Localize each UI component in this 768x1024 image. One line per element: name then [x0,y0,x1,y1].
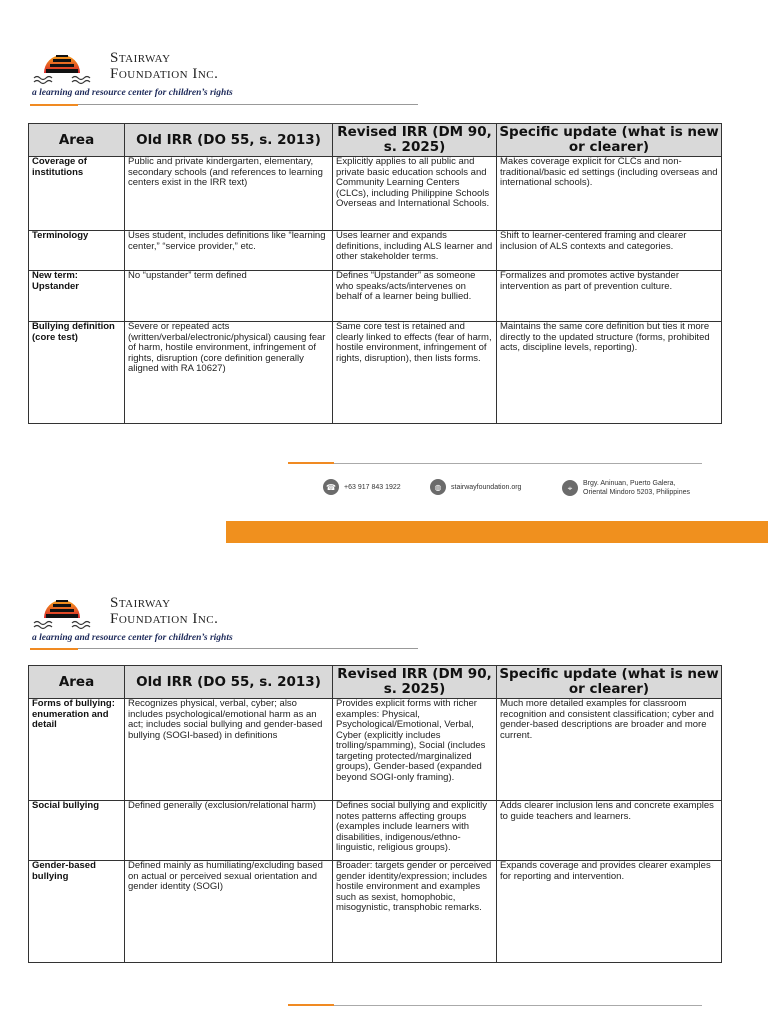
cell-old: Severe or repeated acts (written/verbal/electronic/physical) causing fear of harm, hostile environment, infringement of rights, disruption (core definition generally aligned with RA 10627) [125,322,333,424]
document-page-2 [0,545,768,1024]
website-text[interactable]: stairwayfoundation.org [451,483,522,491]
cell-revised: Defines social bullying and explicitly notes patterns affecting groups (examples include learners with disabilities, indigenous/ethno-linguistic, religious groups). [333,801,497,861]
table-row [29,801,722,861]
table-row [29,861,722,963]
cell-old: Uses student, includes definitions like “learning center,” “service provider,” etc. [125,231,333,271]
cell-old: Defined mainly as humiliating/excluding based on actual or perceived sexual orientation and gender identity (SOGI) [125,861,333,963]
cell-area: New term: Upstander [29,271,125,322]
cell-area: Terminology [29,231,125,271]
stairway-logo [30,44,250,99]
footer-rule [288,463,702,464]
irr-comparison-table-1 [28,123,722,424]
table-header-row [29,124,722,157]
header-specific-update: Specific update (what is new or clearer) [497,124,722,157]
cell-area: Gender-based bullying [29,861,125,963]
table-row [29,231,722,271]
cell-update: Adds clearer inclusion lens and concrete examples to guide teachers and learners. [497,801,722,861]
location-pin-icon: ⌖ [562,480,578,496]
org-name-line1: Stairway [110,595,171,611]
cell-revised: Same core test is retained and clearly linked to effects (fear of harm, hostile environment, infringement of rights, disruption), then lists forms. [333,322,497,424]
header-area: Area [29,124,125,157]
table-row [29,157,722,231]
phone-text: +63 917 843 1922 [344,483,401,491]
cell-area: Forms of bullying: enumeration and detail [29,699,125,801]
cell-update: Makes coverage explicit for CLCs and non-traditional/basic ed settings (including overseas and international schools). [497,157,722,231]
org-name-line2: Foundation Inc. [110,611,219,627]
table-header-row [29,666,722,699]
header-revised-irr: Revised IRR (DM 90, s. 2025) [333,666,497,699]
footer-rule [288,1005,702,1006]
footer-address [562,479,690,497]
org-tagline: a learning and resource center for children’s rights [32,88,233,98]
cell-old: Public and private kindergarten, elementary, secondary schools (and references to learning centers exist in the IRR text) [125,157,333,231]
org-name-line1: Stairway [110,50,171,66]
org-name-line2: Foundation Inc. [110,66,219,82]
footer-website[interactable] [430,479,521,495]
phone-icon: ☎ [323,479,339,495]
stairway-logo [30,589,250,644]
header-specific-update: Specific update (what is new or clearer) [497,666,722,699]
cell-old: Defined generally (exclusion/relational harm) [125,801,333,861]
cell-revised: Explicitly applies to all public and private basic education schools and Community Learning Centers (CLCs), including Philippine Schools Overseas and International Schools. [333,157,497,231]
address-line1: Brgy. Aninuan, Puerto Galera, [583,480,676,487]
cell-update: Much more detailed examples for classroom recognition and consistent classification; cyber and gender-based descriptions are broader and more current. [497,699,722,801]
cell-revised: Broader: targets gender or perceived gender identity/expression; includes hostile environment and examples such as sexist, homophobic, misogynistic, transphobic remarks. [333,861,497,963]
header-old-irr: Old IRR (DO 55, s. 2013) [125,666,333,699]
table-row [29,271,722,322]
header-rule [30,648,418,649]
org-tagline: a learning and resource center for children’s rights [32,633,233,643]
cell-old: No “upstander” term defined [125,271,333,322]
stairway-logo-mark [32,46,106,88]
stairway-logo-mark [32,591,106,633]
cell-update: Formalizes and promotes active bystander intervention as part of prevention culture. [497,271,722,322]
cell-revised: Defines “Upstander” as someone who speaks/acts/intervenes on behalf of a learner being bullied. [333,271,497,322]
header-revised-irr: Revised IRR (DM 90, s. 2025) [333,124,497,157]
header-area: Area [29,666,125,699]
address-line2: Oriental Mindoro 5203, Philippines [583,489,691,496]
header-old-irr: Old IRR (DO 55, s. 2013) [125,124,333,157]
cell-area: Social bullying [29,801,125,861]
cell-update: Maintains the same core definition but ties it more directly to the updated structure (forms, prohibited acts, discipline levels, reporting). [497,322,722,424]
header-rule [30,104,418,105]
cell-area: Coverage of institutions [29,157,125,231]
cell-old: Recognizes physical, verbal, cyber; also includes psychological/emotional harm as an act; includes social bullying and gender-based bullying (SOGI-based) in definitions [125,699,333,801]
cell-revised: Provides explicit forms with richer examples: Physical, Psychological/Emotional, Verbal, Cyber (explicitly includes trolling/spamming), Social (includes targeting protected/marginalized groups), Gender-based (expanded beyond SOGI-only framing). [333,699,497,801]
irr-comparison-table-2 [28,665,722,963]
footer-phone [323,479,401,495]
globe-icon: ◍ [430,479,446,495]
cell-update: Expands coverage and provides clearer examples for reporting and intervention. [497,861,722,963]
page-divider-bar [226,521,768,543]
cell-revised: Uses learner and expands definitions, including ALS learner and other stakeholder terms. [333,231,497,271]
cell-area: Bullying definition (core test) [29,322,125,424]
table-row [29,699,722,801]
table-row [29,322,722,424]
cell-update: Shift to learner-centered framing and clearer inclusion of ALS contexts and categories. [497,231,722,271]
